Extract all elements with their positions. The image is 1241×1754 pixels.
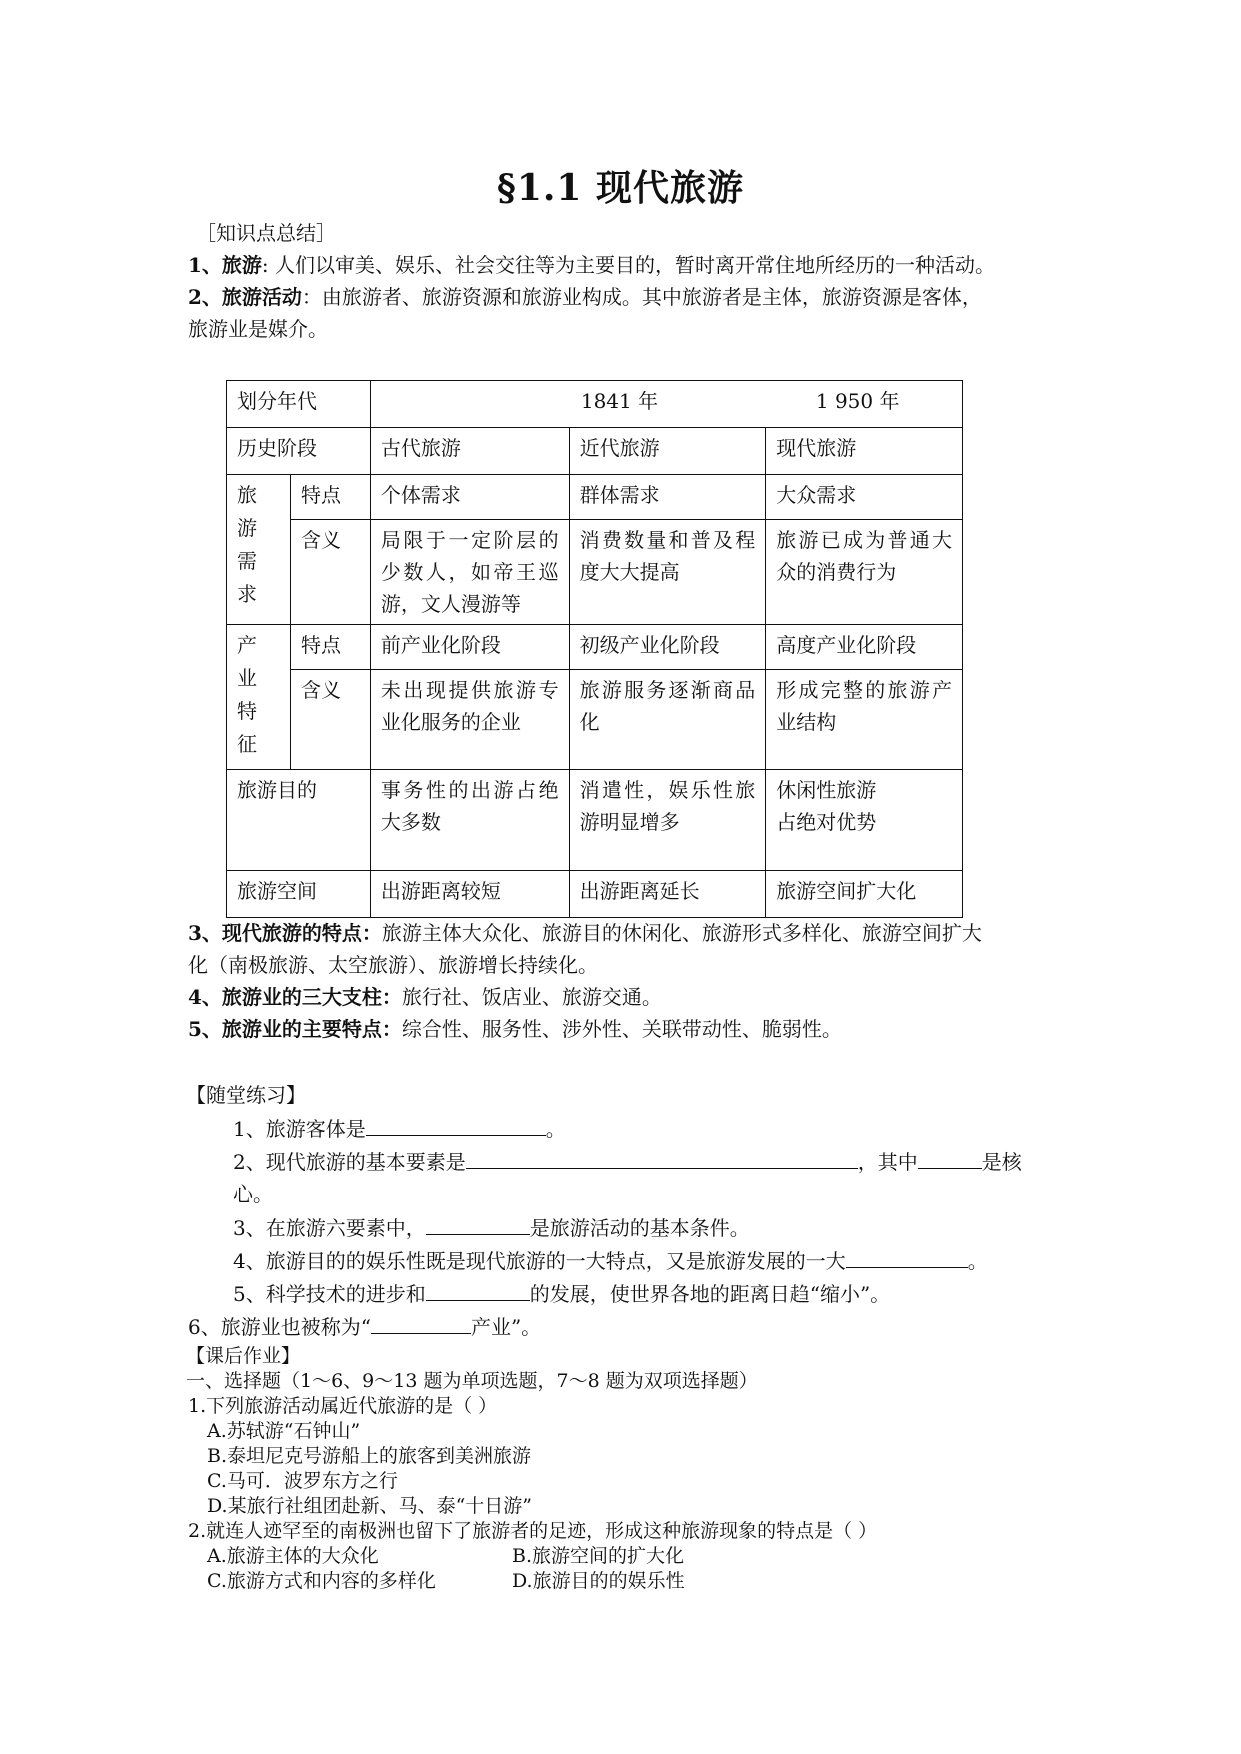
summary-heading: ［知识点总结］ xyxy=(196,221,336,245)
table-row xyxy=(227,475,963,520)
hw-q2-option-a[interactable]: A.旅游主体的大众化 xyxy=(207,1545,379,1567)
point-1-text: : 人们以审美、娱乐、社会交往等为主要目的，暂时离开常住地所经历的一种活动。 xyxy=(261,253,996,277)
table-cell: 高度产业化阶段 xyxy=(766,625,963,670)
table-cell: 旅游空间扩大化 xyxy=(766,871,963,918)
page-title: §1.1 现代旅游 xyxy=(497,167,744,209)
point-4-text: 旅行社、饭店业、旅游交通。 xyxy=(401,985,662,1009)
cell-space-label: 旅游空间 xyxy=(227,871,371,918)
table-cell: 初级产业化阶段 xyxy=(569,625,766,670)
hw-question-2: 2.就连人迹罕至的南极洲也留下了旅游者的足迹，形成这种旅游现象的特点是（ ） xyxy=(188,1520,878,1542)
hw-q2-option-c[interactable]: C.旅游方式和内容的多样化 xyxy=(207,1570,436,1592)
practice-q6: 6、旅游业也被称为“ 产业”。 xyxy=(188,1311,541,1342)
point-5-label: 5、旅游业的主要特点： xyxy=(188,1017,402,1041)
practice-q1: 1、旅游客体是 。 xyxy=(233,1113,566,1144)
table-row xyxy=(227,520,963,625)
cell-sub-label: 特点 xyxy=(290,475,370,520)
point-2 xyxy=(188,282,982,312)
table-cell: 旅游服务逐渐商品化 xyxy=(569,670,766,770)
point-3-label: 3、现代旅游的特点： xyxy=(188,921,382,945)
practice-q4: 4、旅游目的的娱乐性既是现代旅游的一大特点，又是旅游发展的一大 。 xyxy=(233,1245,988,1276)
cell-stage-label: 历史阶段 xyxy=(227,428,371,475)
cell-sub-label: 含义 xyxy=(290,670,370,770)
table-cell: 旅游已成为普通大众的消费行为 xyxy=(766,520,963,625)
hw-q1-option-c[interactable]: C.马可．波罗东方之行 xyxy=(207,1470,398,1492)
table-row xyxy=(227,871,963,918)
point-3-cont: 化（南极旅游、太空旅游）、旅游增长持续化。 xyxy=(188,953,598,977)
table-cell: 出游距离延长 xyxy=(569,871,766,918)
answer-blank[interactable] xyxy=(366,1113,546,1136)
homework-section: 一、选择题（1～6、9～13 题为单项选题，7～8 题为双项选择题） xyxy=(186,1370,758,1392)
answer-blank[interactable] xyxy=(846,1245,968,1268)
table-cell: 消费数量和普及程度大大提高 xyxy=(569,520,766,625)
point-3-text: 旅游主体大众化、旅游目的休闲化、旅游形式多样化、旅游空间扩大 xyxy=(381,921,982,945)
table-row xyxy=(227,770,963,871)
point-1-label: 1、旅游 xyxy=(188,253,262,277)
hw-q1-option-a[interactable]: A.苏轼游“石钟山” xyxy=(207,1420,361,1442)
table-row xyxy=(227,625,963,670)
table-cell: 局限于一定阶层的少数人，如帝王巡游，文人漫游等 xyxy=(370,520,569,625)
answer-blank[interactable] xyxy=(918,1146,982,1169)
practice-heading: 【随堂练习】 xyxy=(186,1083,306,1107)
table-cell: 消遣性，娱乐性旅游明显增多 xyxy=(569,770,766,871)
cell-period-label: 划分年代 xyxy=(227,381,371,428)
cell-purpose-label: 旅游目的 xyxy=(227,770,371,871)
answer-blank[interactable] xyxy=(466,1146,858,1169)
cell-ancient: 古代旅游 xyxy=(370,428,569,475)
table-row xyxy=(227,428,963,475)
homework-heading: 【课后作业】 xyxy=(186,1345,301,1367)
practice-q2: 2、现代旅游的基本要素是 ，其中 是核 xyxy=(233,1146,1022,1177)
cell-industry-group: 产 业 特 征 xyxy=(227,625,291,770)
table-cell: 出游距离较短 xyxy=(370,871,569,918)
point-5 xyxy=(188,1014,842,1044)
point-5-text: 综合性、服务性、涉外性、关联带动性、脆弱性。 xyxy=(401,1017,842,1041)
point-2-text: ：由旅游者、旅游资源和旅游业构成。其中旅游者是主体，旅游资源是客体， xyxy=(301,285,982,309)
cell-years xyxy=(370,381,962,428)
cell-sub-label: 含义 xyxy=(290,520,370,625)
answer-blank[interactable] xyxy=(426,1278,530,1301)
table-cell: 事务性的出游占绝大多数 xyxy=(370,770,569,871)
table-cell: 未出现提供旅游专业化服务的企业 xyxy=(370,670,569,770)
answer-blank[interactable] xyxy=(371,1311,471,1334)
point-1 xyxy=(188,250,995,280)
table-cell: 前产业化阶段 xyxy=(370,625,569,670)
hw-q2-option-b[interactable]: B.旅游空间的扩大化 xyxy=(512,1545,685,1567)
table-row xyxy=(227,670,963,770)
cell-early-modern: 近代旅游 xyxy=(569,428,766,475)
point-2-cont: 旅游业是媒介。 xyxy=(188,317,328,341)
hw-q1-option-b[interactable]: B.泰坦尼克号游船上的旅客到美洲旅游 xyxy=(207,1445,532,1467)
table-cell: 大众需求 xyxy=(766,475,963,520)
cell-demand-group: 旅 游 需 求 xyxy=(227,475,291,625)
practice-q2-cont: 心。 xyxy=(233,1182,273,1206)
table-cell: 形成完整的旅游产业结构 xyxy=(766,670,963,770)
year-1841: 1841 年 xyxy=(580,389,659,413)
table-row xyxy=(227,381,963,428)
answer-blank[interactable] xyxy=(426,1212,530,1235)
table-cell: 个体需求 xyxy=(370,475,569,520)
practice-q5: 5、科学技术的进步和 的发展，使世界各地的距离日趋“缩小”。 xyxy=(233,1278,890,1309)
cell-sub-label: 特点 xyxy=(290,625,370,670)
point-3 xyxy=(188,918,982,948)
table-cell: 休闲性旅游 占绝对优势 xyxy=(766,770,963,871)
point-4-label: 4、旅游业的三大支柱： xyxy=(188,985,402,1009)
table-cell: 群体需求 xyxy=(569,475,766,520)
hw-q1-option-d[interactable]: D.某旅行社组团赴新、马、泰“十日游” xyxy=(207,1495,533,1517)
point-2-label: 2、旅游活动 xyxy=(188,285,302,309)
cell-modern: 现代旅游 xyxy=(766,428,963,475)
hw-question-1: 1.下列旅游活动属近代旅游的是（ ） xyxy=(188,1395,498,1417)
point-4 xyxy=(188,982,662,1012)
hw-q2-option-d[interactable]: D.旅游目的的娱乐性 xyxy=(512,1570,685,1592)
practice-q3: 3、在旅游六要素中， 是旅游活动的基本条件。 xyxy=(233,1212,750,1243)
tourism-stage-table xyxy=(226,380,963,918)
year-1950: 1 950 年 xyxy=(815,389,900,413)
